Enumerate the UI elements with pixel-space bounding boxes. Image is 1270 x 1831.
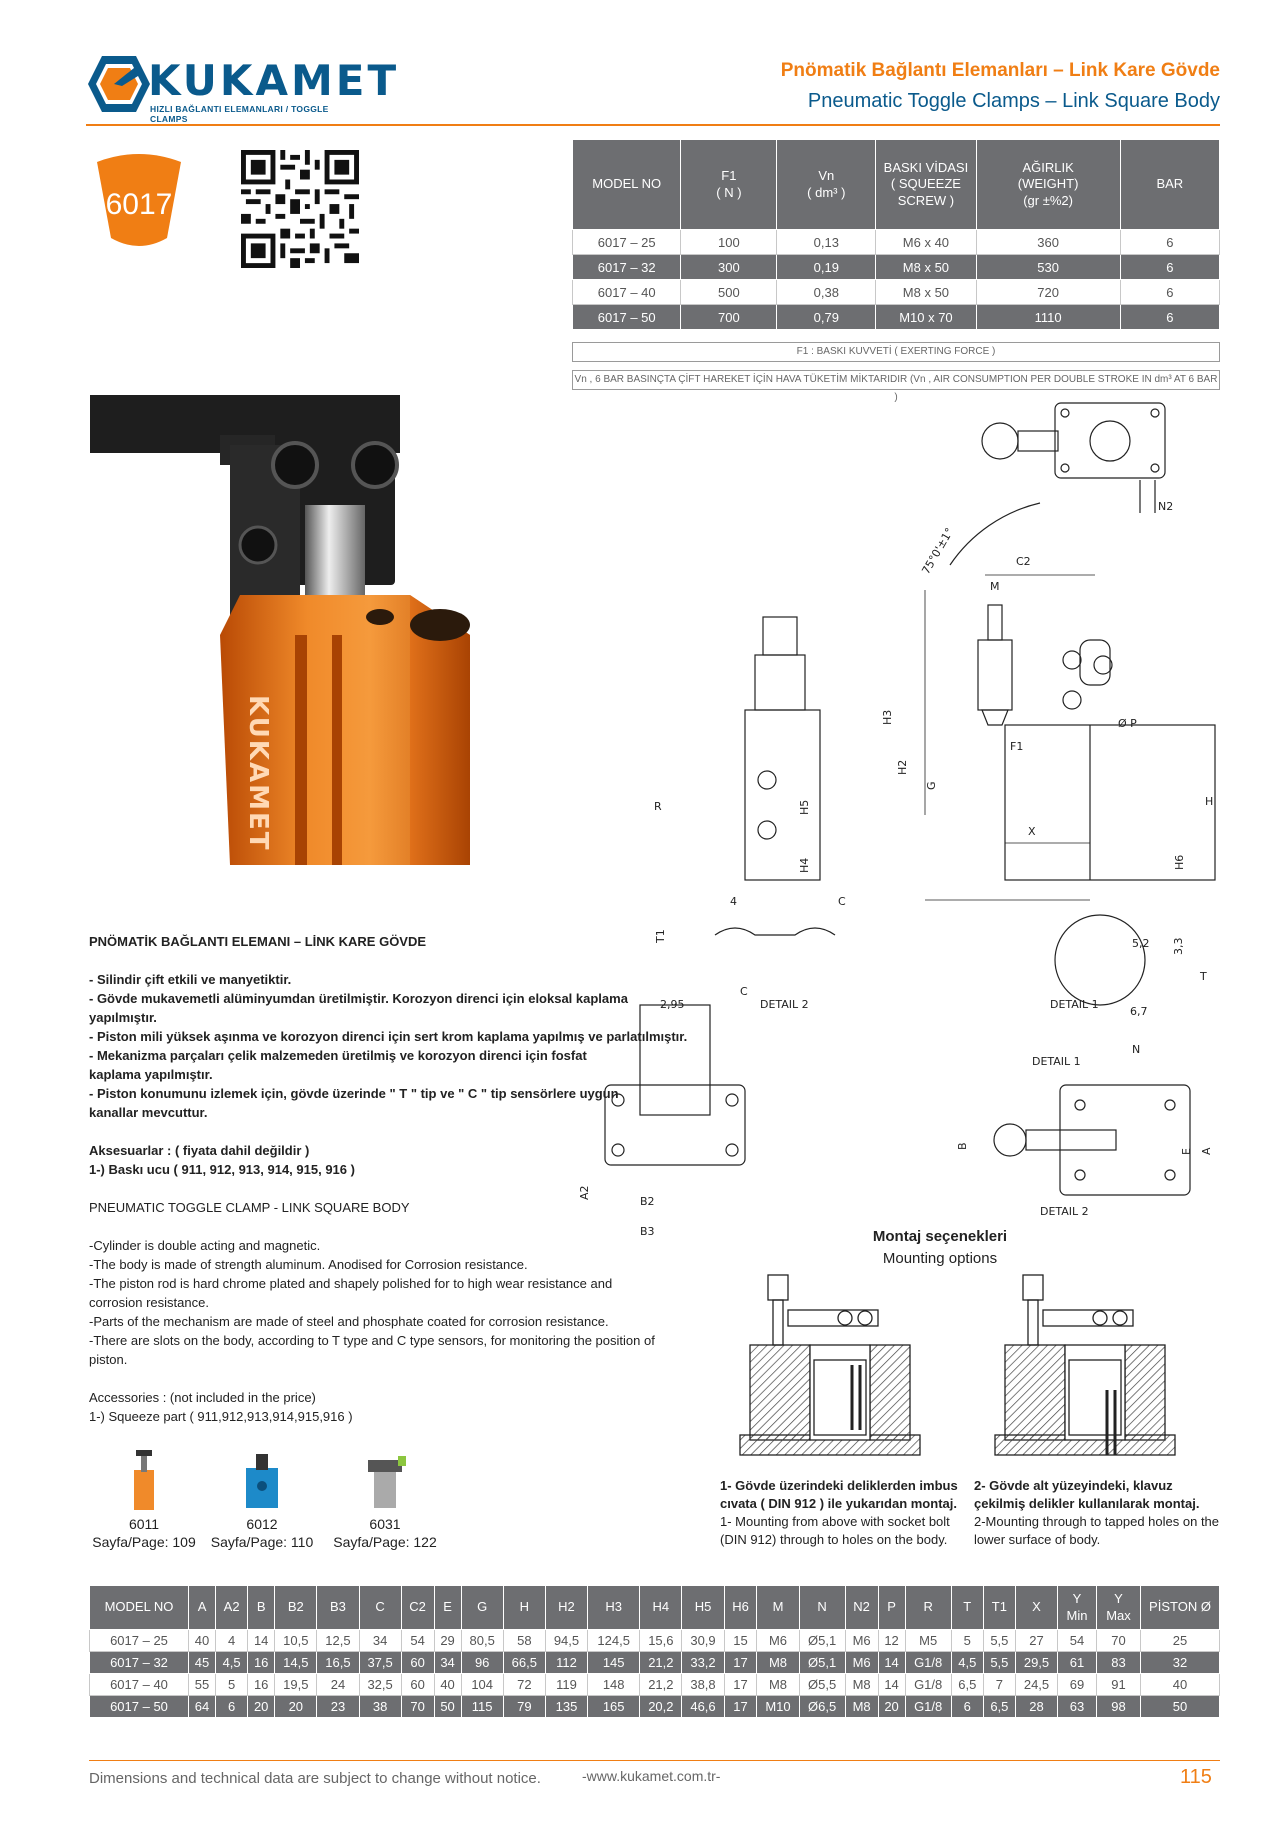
dim-cell: M8 bbox=[845, 1674, 878, 1696]
dim-cell: 7 bbox=[983, 1674, 1015, 1696]
feature-line: - Gövde mukavemetli alüminyumdan üretilmiştir. Korozyon direnci için eloksal kaplama yapılmıştır. bbox=[89, 991, 628, 1025]
dim-cell: 54 bbox=[1058, 1630, 1097, 1652]
spec-col-vn: Vn ( dm³ ) bbox=[777, 140, 876, 230]
dim-col-header: R bbox=[905, 1586, 951, 1630]
dim-cell: 5 bbox=[216, 1674, 248, 1696]
svg-text:A: A bbox=[1200, 1147, 1213, 1155]
dim-cell: 83 bbox=[1096, 1652, 1140, 1674]
dim-cell: 5,5 bbox=[983, 1630, 1015, 1652]
spec-cell: 720 bbox=[976, 280, 1120, 305]
dim-cell: 20 bbox=[878, 1696, 905, 1718]
dim-cell: 115 bbox=[461, 1696, 503, 1718]
note-force: F1 : BASKI KUVVETİ ( EXERTING FORCE ) bbox=[572, 342, 1220, 362]
dim-cell: 96 bbox=[461, 1652, 503, 1674]
svg-text:DETAIL 2: DETAIL 2 bbox=[1040, 1205, 1089, 1218]
technical-drawing bbox=[578, 395, 1220, 1275]
bottom-top-view bbox=[956, 1043, 1213, 1218]
dim-cell: 40 bbox=[1141, 1674, 1220, 1696]
spec-cell: 6017 – 32 bbox=[573, 255, 681, 280]
dim-col-header: A2 bbox=[216, 1586, 248, 1630]
svg-text:H3: H3 bbox=[881, 709, 894, 725]
dim-cell: 17 bbox=[724, 1674, 757, 1696]
dim-cell: 10,5 bbox=[275, 1630, 317, 1652]
brand-logo bbox=[86, 50, 400, 124]
dim-col-header: Y Min bbox=[1058, 1586, 1097, 1630]
related-item[interactable]: 6011 Sayfa/Page: 109 bbox=[89, 1450, 199, 1551]
dim-cell: 50 bbox=[1141, 1696, 1220, 1718]
spec-cell: 6017 – 40 bbox=[573, 280, 681, 305]
accessories-item-en: 1-) Squeeze part ( 911,912,913,914,915,916 ) bbox=[89, 1409, 353, 1424]
dim-col-header: N2 bbox=[845, 1586, 878, 1630]
dim-col-header: N bbox=[799, 1586, 845, 1630]
dim-col-header: B2 bbox=[275, 1586, 317, 1630]
spec-row bbox=[573, 255, 1220, 280]
dim-col-header: MODEL NO bbox=[90, 1586, 189, 1630]
dim-cell: M5 bbox=[905, 1630, 951, 1652]
spec-cell: 360 bbox=[976, 230, 1120, 255]
svg-text:X: X bbox=[1028, 825, 1036, 838]
dim-cell: 69 bbox=[1058, 1674, 1097, 1696]
dim-cell: 91 bbox=[1096, 1674, 1140, 1696]
dim-cell: 24,5 bbox=[1015, 1674, 1057, 1696]
spec-cell: 1110 bbox=[976, 305, 1120, 330]
model-badge-text: 6017 bbox=[105, 188, 173, 221]
top-view bbox=[982, 403, 1165, 513]
svg-text:DETAIL 2: DETAIL 2 bbox=[760, 998, 809, 1011]
spec-cell: M8 x 50 bbox=[876, 255, 976, 280]
accessories-title-tr: Aksesuarlar : ( fiyata dahil değildir ) bbox=[89, 1143, 310, 1158]
mounting-option-2 bbox=[974, 1477, 1224, 1549]
spec-col-f1: F1 ( N ) bbox=[681, 140, 777, 230]
page-title-tr: Pnömatik Bağlantı Elemanları – Link Kare Gövde bbox=[780, 60, 1220, 81]
feature-line-en: -The piston rod is hard chrome plated and shapely polished for to high wear resistance and corrosion resistance. bbox=[89, 1276, 613, 1310]
dim-cell: 66,5 bbox=[503, 1652, 545, 1674]
dim-cell: 64 bbox=[189, 1696, 216, 1718]
dim-cell: M8 bbox=[757, 1652, 799, 1674]
dim-cell: 5,5 bbox=[983, 1652, 1015, 1674]
front-view bbox=[654, 617, 820, 880]
svg-text:A2: A2 bbox=[578, 1185, 591, 1200]
dim-cell: 30,9 bbox=[682, 1630, 724, 1652]
dim-col-header: T bbox=[951, 1586, 983, 1630]
mounting-title-en: Mounting options bbox=[882, 1250, 998, 1267]
product-photo bbox=[80, 385, 490, 875]
mounting-drawing-1 bbox=[740, 1270, 920, 1460]
dim-cell: 80,5 bbox=[461, 1630, 503, 1652]
dim-col-header: H5 bbox=[682, 1586, 724, 1630]
dim-cell: 6017 – 32 bbox=[90, 1652, 189, 1674]
dim-cell: 119 bbox=[545, 1674, 587, 1696]
svg-text:6,7: 6,7 bbox=[1130, 1005, 1148, 1018]
feature-line: - Piston mili yüksek aşınma ve korozyon direnci için sert krom kaplama yapılmış ve parlatılmıştır. bbox=[89, 1029, 688, 1044]
label-n2: N2 bbox=[1158, 500, 1174, 513]
dim-cell: 6,5 bbox=[983, 1696, 1015, 1718]
svg-text:T: T bbox=[1200, 970, 1207, 983]
spec-cell: 6 bbox=[1120, 255, 1219, 280]
spec-cell: 6 bbox=[1120, 230, 1219, 255]
dim-cell: Ø5,1 bbox=[799, 1630, 845, 1652]
dim-cell: 19,5 bbox=[275, 1674, 317, 1696]
svg-text:M: M bbox=[990, 580, 1000, 593]
dim-cell: 6017 – 25 bbox=[90, 1630, 189, 1652]
svg-text:F1: F1 bbox=[1010, 740, 1024, 753]
mounting-option-1-tr: 1- Gövde üzerindeki deliklerden imbus cıvata ( DIN 912 ) ile yukarıdan montaj. bbox=[720, 1478, 958, 1511]
dim-cell: 79 bbox=[503, 1696, 545, 1718]
spec-cell: 0,79 bbox=[777, 305, 876, 330]
dim-cell: 6 bbox=[951, 1696, 983, 1718]
dim-cell: 12 bbox=[878, 1630, 905, 1652]
dim-cell: 20 bbox=[248, 1696, 275, 1718]
svg-text:H4: H4 bbox=[798, 857, 811, 873]
dim-col-header: Y Max bbox=[1096, 1586, 1140, 1630]
dim-cell: 38 bbox=[359, 1696, 401, 1718]
dim-cell: 70 bbox=[401, 1696, 434, 1718]
model-badge bbox=[95, 152, 183, 252]
dim-cell: 38,8 bbox=[682, 1674, 724, 1696]
dim-cell: 25 bbox=[1141, 1630, 1220, 1652]
dim-cell: G1/8 bbox=[905, 1652, 951, 1674]
dim-cell: 27 bbox=[1015, 1630, 1057, 1652]
spec-cell: 300 bbox=[681, 255, 777, 280]
dim-cell: 45 bbox=[189, 1652, 216, 1674]
brand-subtitle: HIZLI BAĞLANTI ELEMANLARI / TOGGLE CLAMPS bbox=[150, 104, 329, 124]
dim-cell: 60 bbox=[401, 1674, 434, 1696]
feature-line: - Piston konumunu izlemek için, gövde üzerinde " T " tip ve " C " tip sensörlere uygun kanallar mevcuttur. bbox=[89, 1086, 619, 1120]
dim-cell: 15 bbox=[724, 1630, 757, 1652]
mounting-option-2-en: 2-Mounting through to tapped holes on the lower surface of body. bbox=[974, 1514, 1220, 1547]
dim-col-header: T1 bbox=[983, 1586, 1015, 1630]
spec-cell: M10 x 70 bbox=[876, 305, 976, 330]
spec-row bbox=[573, 305, 1220, 330]
accessories-title-en: Accessories : (not included in the price) bbox=[89, 1390, 316, 1405]
dim-cell: 20,2 bbox=[640, 1696, 682, 1718]
feature-line-en: -The body is made of strength aluminum. Anodised for Corrosion resistance. bbox=[89, 1257, 528, 1272]
dim-col-header: H2 bbox=[545, 1586, 587, 1630]
svg-text:E: E bbox=[1180, 1148, 1193, 1155]
note-air: Vn , 6 BAR BASINÇTA ÇİFT HAREKET İÇİN HAVA TÜKETİM MİKTARIDIR (Vn , AIR CONSUMPTION PER DOUBLE STROKE IN dm³ AT 6 BAR ) bbox=[572, 370, 1220, 390]
description-heading-en: PNEUMATIC TOGGLE CLAMP - LINK SQUARE BODY bbox=[89, 1200, 410, 1215]
svg-text:R: R bbox=[654, 800, 662, 813]
clamp-6031-icon bbox=[360, 1450, 410, 1510]
qr-code-icon[interactable] bbox=[240, 150, 360, 268]
dimension-table bbox=[89, 1585, 1220, 1718]
dim-cell: 98 bbox=[1096, 1696, 1140, 1718]
header-divider bbox=[86, 124, 1220, 126]
dim-cell: 94,5 bbox=[545, 1630, 587, 1652]
dim-cell: 4 bbox=[216, 1630, 248, 1652]
svg-text:H5: H5 bbox=[798, 799, 811, 815]
dim-cell: 60 bbox=[401, 1652, 434, 1674]
spec-header-row bbox=[573, 140, 1220, 230]
dim-cell: 33,2 bbox=[682, 1652, 724, 1674]
svg-text:5,2: 5,2 bbox=[1132, 937, 1150, 950]
svg-text:H: H bbox=[1205, 795, 1214, 808]
dim-col-header: M bbox=[757, 1586, 799, 1630]
spec-cell: 6 bbox=[1120, 280, 1219, 305]
dim-cell: 6 bbox=[216, 1696, 248, 1718]
footer-disclaimer: Dimensions and technical data are subject to change without notice. bbox=[89, 1770, 541, 1787]
dim-cell: Ø5,5 bbox=[799, 1674, 845, 1696]
dim-header-row bbox=[90, 1586, 1220, 1630]
dim-cell: 63 bbox=[1058, 1696, 1097, 1718]
spec-cell: 6 bbox=[1120, 305, 1219, 330]
dim-cell: 72 bbox=[503, 1674, 545, 1696]
svg-text:DETAIL 1: DETAIL 1 bbox=[1032, 1055, 1081, 1068]
brand-name: KUKAMET bbox=[148, 56, 400, 105]
mounting-option-2-tr: 2- Gövde alt yüzeyindeki, klavuz çekilmiş delikler kullanılarak montaj. bbox=[974, 1478, 1200, 1511]
page-number: 115 bbox=[1180, 1766, 1212, 1788]
dim-cell: 112 bbox=[545, 1652, 587, 1674]
dim-cell: 32 bbox=[1141, 1652, 1220, 1674]
dim-col-header: G bbox=[461, 1586, 503, 1630]
dim-cell: G1/8 bbox=[905, 1674, 951, 1696]
dim-cell: 14 bbox=[878, 1674, 905, 1696]
dim-cell: 17 bbox=[724, 1652, 757, 1674]
related-item[interactable]: 6012 Sayfa/Page: 110 bbox=[207, 1450, 317, 1551]
svg-text:C: C bbox=[740, 985, 748, 998]
dim-cell: 21,2 bbox=[640, 1652, 682, 1674]
spec-col-bar: BAR bbox=[1120, 140, 1219, 230]
dim-cell: 37,5 bbox=[359, 1652, 401, 1674]
spec-col-model: MODEL NO bbox=[573, 140, 681, 230]
dim-row bbox=[90, 1674, 1220, 1696]
dim-cell: 14,5 bbox=[275, 1652, 317, 1674]
svg-text:H2: H2 bbox=[896, 759, 909, 775]
dim-cell: 6017 – 50 bbox=[90, 1696, 189, 1718]
dim-col-header: P bbox=[878, 1586, 905, 1630]
dim-cell: 6017 – 40 bbox=[90, 1674, 189, 1696]
mounting-drawing-2 bbox=[995, 1270, 1175, 1460]
dim-cell: 15,6 bbox=[640, 1630, 682, 1652]
svg-text:B: B bbox=[956, 1142, 969, 1150]
dim-cell: 165 bbox=[588, 1696, 640, 1718]
spec-cell: 0,38 bbox=[777, 280, 876, 305]
dim-cell: Ø6,5 bbox=[799, 1696, 845, 1718]
svg-text:H6: H6 bbox=[1173, 854, 1186, 870]
dim-col-header: A bbox=[189, 1586, 216, 1630]
dim-cell: 148 bbox=[588, 1674, 640, 1696]
dim-cell: M10 bbox=[757, 1696, 799, 1718]
svg-text:N: N bbox=[1132, 1043, 1141, 1056]
dim-cell: M6 bbox=[845, 1652, 878, 1674]
spec-row bbox=[573, 230, 1220, 255]
dim-col-header: H bbox=[503, 1586, 545, 1630]
dim-row bbox=[90, 1696, 1220, 1718]
feature-line-en: -There are slots on the body, according to T type and C type sensors, for monitoring the position of piston. bbox=[89, 1333, 655, 1367]
dim-cell: 16 bbox=[248, 1652, 275, 1674]
detail-1 bbox=[1050, 915, 1207, 1018]
mounting-option-1-en: 1- Mounting from above with socket bolt (DIN 912) through to holes on the body. bbox=[720, 1514, 950, 1547]
spec-cell: 6017 – 50 bbox=[573, 305, 681, 330]
dim-cell: 29,5 bbox=[1015, 1652, 1057, 1674]
spec-table bbox=[572, 139, 1220, 330]
dim-col-header: B3 bbox=[317, 1586, 359, 1630]
dim-cell: 40 bbox=[434, 1674, 461, 1696]
spec-cell: M8 x 50 bbox=[876, 280, 976, 305]
dim-cell: 21,2 bbox=[640, 1674, 682, 1696]
related-products bbox=[89, 1450, 449, 1555]
dim-cell: 23 bbox=[317, 1696, 359, 1718]
spec-col-screw: BASKI VİDASI ( SQUEEZE SCREW ) bbox=[876, 140, 976, 230]
spec-cell: 530 bbox=[976, 255, 1120, 280]
dim-cell: 104 bbox=[461, 1674, 503, 1696]
dim-cell: 24 bbox=[317, 1674, 359, 1696]
svg-text:B2: B2 bbox=[640, 1195, 655, 1208]
dim-cell: 4,5 bbox=[951, 1652, 983, 1674]
spec-cell: 6017 – 25 bbox=[573, 230, 681, 255]
dim-col-header: C2 bbox=[401, 1586, 434, 1630]
svg-text:C2: C2 bbox=[1016, 555, 1031, 568]
logo-mark-icon bbox=[86, 54, 152, 116]
dim-cell: 135 bbox=[545, 1696, 587, 1718]
mounting-option-1 bbox=[720, 1477, 960, 1549]
spec-cell: 500 bbox=[681, 280, 777, 305]
dim-cell: 34 bbox=[434, 1652, 461, 1674]
dim-cell: 4,5 bbox=[216, 1652, 248, 1674]
svg-text:DETAIL 1: DETAIL 1 bbox=[1050, 998, 1099, 1011]
dim-row bbox=[90, 1652, 1220, 1674]
svg-text:3,3: 3,3 bbox=[1172, 937, 1185, 955]
svg-text:4: 4 bbox=[730, 895, 737, 908]
dim-col-header: H6 bbox=[724, 1586, 757, 1630]
dim-cell: 16 bbox=[248, 1674, 275, 1696]
footer-divider bbox=[89, 1760, 1220, 1761]
dim-cell: 5 bbox=[951, 1630, 983, 1652]
svg-text:T1: T1 bbox=[654, 929, 667, 943]
svg-text:2,95: 2,95 bbox=[660, 998, 685, 1011]
dim-cell: 46,6 bbox=[682, 1696, 724, 1718]
dim-col-header: PİSTON Ø bbox=[1141, 1586, 1220, 1630]
dim-col-header: E bbox=[434, 1586, 461, 1630]
feature-line-en: -Cylinder is double acting and magnetic. bbox=[89, 1238, 321, 1253]
dim-cell: 124,5 bbox=[588, 1630, 640, 1652]
dim-cell: 34 bbox=[359, 1630, 401, 1652]
dim-cell: M8 bbox=[757, 1674, 799, 1696]
feature-line: - Mekanizma parçaları çelik malzemeden üretilmiş ve korozyon direnci için fosfat kaplama yapılmıştır. bbox=[89, 1048, 587, 1082]
svg-text:B3: B3 bbox=[640, 1225, 655, 1238]
dim-cell: 20 bbox=[275, 1696, 317, 1718]
svg-text:Ø P: Ø P bbox=[1118, 717, 1137, 730]
accessories-item-tr: 1-) Baskı ucu ( 911, 912, 913, 914, 915, 916 ) bbox=[89, 1162, 355, 1177]
spec-cell: 0,19 bbox=[777, 255, 876, 280]
spec-cell: 700 bbox=[681, 305, 777, 330]
dim-col-header: C bbox=[359, 1586, 401, 1630]
spec-cell: 0,13 bbox=[777, 230, 876, 255]
dim-col-header: B bbox=[248, 1586, 275, 1630]
dim-cell: 29 bbox=[434, 1630, 461, 1652]
dim-cell: M6 bbox=[757, 1630, 799, 1652]
dim-cell: 55 bbox=[189, 1674, 216, 1696]
dim-cell: 16,5 bbox=[317, 1652, 359, 1674]
spec-row bbox=[573, 280, 1220, 305]
page-title-en: Pneumatic Toggle Clamps – Link Square Body bbox=[807, 90, 1220, 112]
feature-line: - Silindir çift etkili ve manyetiktir. bbox=[89, 972, 292, 987]
dim-cell: Ø5,1 bbox=[799, 1652, 845, 1674]
svg-text:G: G bbox=[925, 781, 938, 790]
clamp-6011-icon bbox=[124, 1450, 164, 1510]
dim-cell: 145 bbox=[588, 1652, 640, 1674]
side-view bbox=[740, 555, 1215, 998]
description-tr bbox=[89, 932, 689, 1426]
dim-cell: G1/8 bbox=[905, 1696, 951, 1718]
svg-text:KUKAMET: KUKAMET bbox=[243, 695, 273, 852]
dim-cell: M8 bbox=[845, 1696, 878, 1718]
dim-cell: 70 bbox=[1096, 1630, 1140, 1652]
clamp-6012-icon bbox=[240, 1450, 284, 1510]
spec-cell: 100 bbox=[681, 230, 777, 255]
dim-row bbox=[90, 1630, 1220, 1652]
svg-text:C: C bbox=[838, 895, 846, 908]
dim-cell: 17 bbox=[724, 1696, 757, 1718]
feature-line-en: -Parts of the mechanism are made of steel and phosphate coated for corrosion resistance. bbox=[89, 1314, 609, 1329]
dim-cell: 54 bbox=[401, 1630, 434, 1652]
related-item[interactable]: 6031 Sayfa/Page: 122 bbox=[325, 1450, 445, 1551]
svg-text:75°0'±1°: 75°0'±1° bbox=[919, 525, 957, 577]
dim-cell: 40 bbox=[189, 1630, 216, 1652]
spec-col-weight: AĞIRLIK (WEIGHT) (gr ±%2) bbox=[976, 140, 1120, 230]
dim-cell: M6 bbox=[845, 1630, 878, 1652]
dim-cell: 12,5 bbox=[317, 1630, 359, 1652]
dim-cell: 61 bbox=[1058, 1652, 1097, 1674]
footer-website[interactable]: -www.kukamet.com.tr- bbox=[582, 1768, 721, 1784]
dim-cell: 58 bbox=[503, 1630, 545, 1652]
description-heading-tr: PNÖMATİK BAĞLANTI ELEMANI – LİNK KARE GÖVDE bbox=[89, 934, 427, 949]
dim-cell: 6,5 bbox=[951, 1674, 983, 1696]
dim-col-header: X bbox=[1015, 1586, 1057, 1630]
dim-cell: 28 bbox=[1015, 1696, 1057, 1718]
mounting-title-tr: Montaj seçenekleri bbox=[872, 1228, 1008, 1245]
dim-col-header: H4 bbox=[640, 1586, 682, 1630]
dim-cell: 14 bbox=[248, 1630, 275, 1652]
dim-col-header: H3 bbox=[588, 1586, 640, 1630]
dim-cell: 50 bbox=[434, 1696, 461, 1718]
spec-cell: M6 x 40 bbox=[876, 230, 976, 255]
dim-cell: 14 bbox=[878, 1652, 905, 1674]
dim-cell: 32,5 bbox=[359, 1674, 401, 1696]
